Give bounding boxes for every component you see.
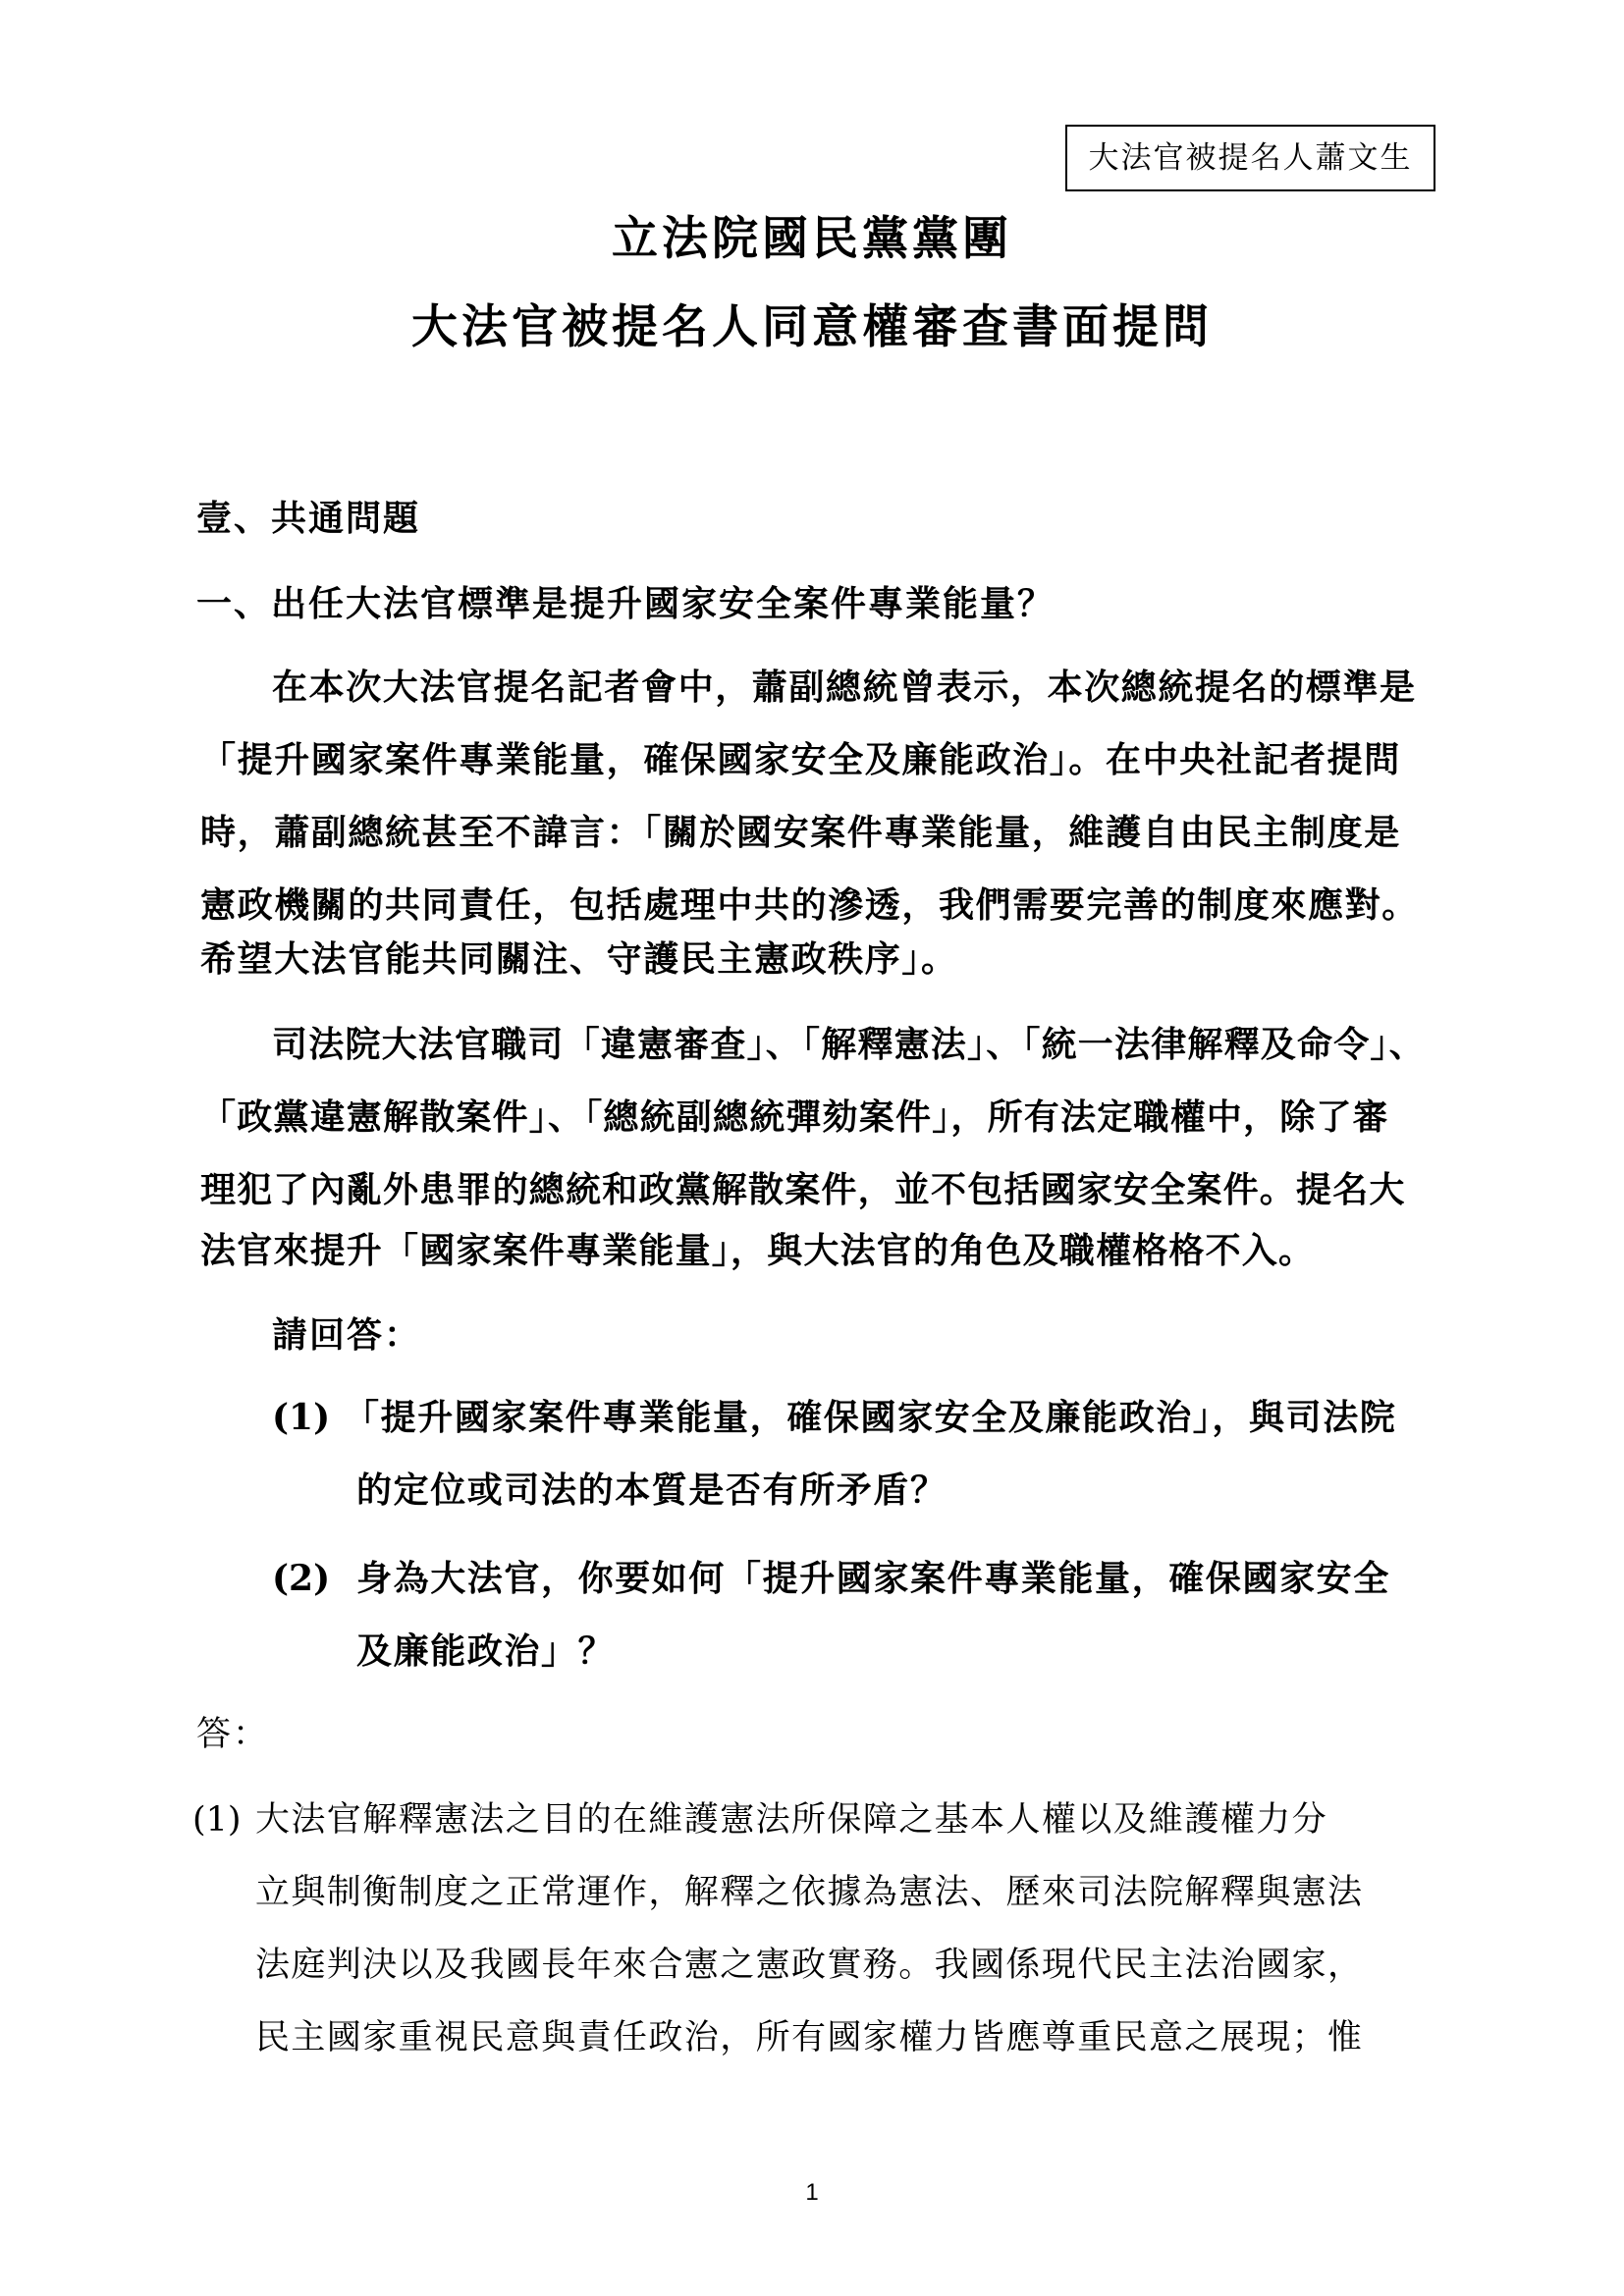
paragraph2-line: 理犯了內亂外患罪的總統和政黨解散案件，並不包括國家安全案件。提名大 <box>200 1169 1406 1210</box>
paragraph1-line: 憲政機關的共同責任，包括處理中共的滲透，我們需要完善的制度來應對。 <box>200 884 1419 926</box>
document-title-subject: 大法官被提名人同意權審查書面提問 <box>411 300 1213 354</box>
paragraph2-line: 法官來提升「國家案件專業能量」，與大法官的角色及職權格格不入。 <box>200 1230 1316 1271</box>
question-heading: 一、出任大法官標準是提升國家安全案件專業能量？ <box>196 583 1056 624</box>
paragraph2-line: 司法院大法官職司「違憲審查」、「解釋憲法」、「統一法律解釋及命令」、 <box>272 1024 1426 1065</box>
page-number: 1 <box>805 2179 819 2206</box>
answer1-line: 大法官解釋憲法之目的在維護憲法所保障之基本人權以及維護權力分 <box>255 1800 1328 1840</box>
paragraph1-line: 「提升國家案件專業能量，確保國家安全及廉能政治」。在中央社記者提問 <box>200 739 1401 780</box>
document-title-caucus: 立法院國民黨黨團 <box>612 212 1012 266</box>
sub-question1-marker: (1) <box>272 1397 331 1438</box>
answer1-line: 法庭判決以及我國長年來合憲之憲政實務。我國係現代民主法治國家， <box>255 1946 1364 1985</box>
sub-question2-marker: (2) <box>272 1558 331 1599</box>
answer1-marker: (1) <box>192 1800 242 1840</box>
answer1-line: 民主國家重視民意與責任政治，所有國家權力皆應尊重民意之展現；惟 <box>255 2018 1364 2057</box>
paragraph1-line: 時，蕭副總統甚至不諱言：「關於國安案件專業能量，維護自由民主制度是 <box>200 812 1401 853</box>
paragraph1-line: 希望大法官能共同關注、守護民主憲政秩序」。 <box>200 938 958 980</box>
paragraph2-line: 「政黨違憲解散案件」、「總統副總統彈劾案件」，所有法定職權中，除了審 <box>200 1096 1389 1138</box>
paragraph1-line: 在本次大法官提名記者會中，蕭副總統曾表示，本次總統提名的標準是 <box>272 667 1417 708</box>
sub-question2-line: 身為大法官，你要如何「提升國家案件專業能量，確保國家安全 <box>356 1558 1390 1599</box>
nominee-tag-box: 大法官被提名人蕭文生 <box>1065 125 1435 191</box>
answer-label: 答： <box>196 1715 270 1754</box>
answer1-line: 立與制衡制度之正常運作，解釋之依據為憲法、歷來司法院解釋與憲法 <box>255 1873 1364 1912</box>
please-answer-label: 請回答： <box>272 1314 422 1356</box>
sub-question2-line: 及廉能政治」？ <box>356 1630 616 1672</box>
sub-question1-line: 「提升國家案件專業能量，確保國家安全及廉能政治」，與司法院 <box>344 1397 1397 1438</box>
section-heading: 壹、共通問題 <box>196 498 421 539</box>
sub-question1-line: 的定位或司法的本質是否有所矛盾？ <box>356 1469 947 1511</box>
